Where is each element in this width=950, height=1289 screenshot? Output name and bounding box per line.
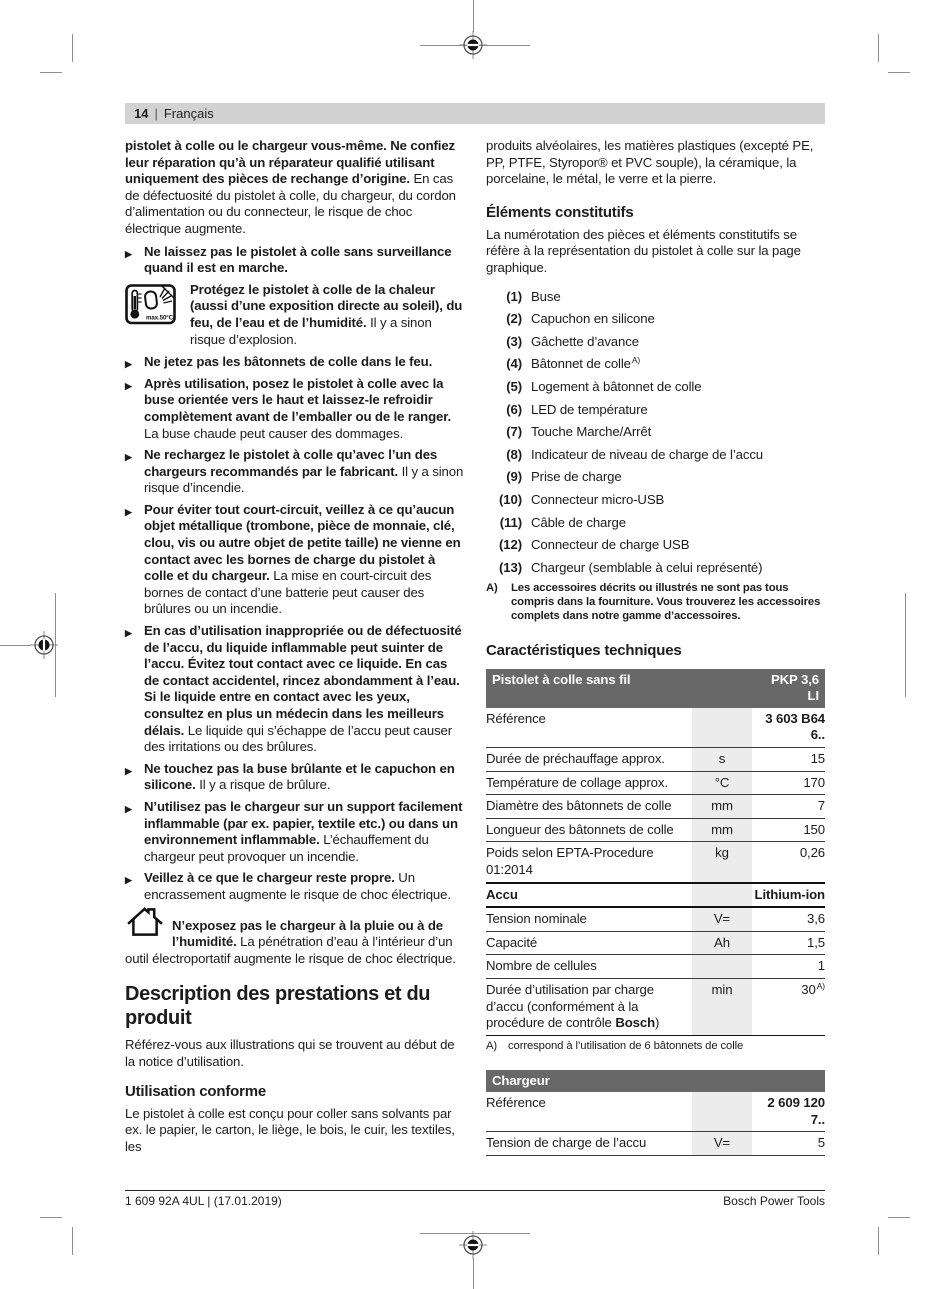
triangle-bullet-icon: ▶: [125, 765, 132, 776]
crop-mark: [40, 1217, 62, 1218]
warning-item: ▶ Ne touchez pas la buse brûlante et le capuchon en silicone. Il y a risque de brûlure.: [125, 760, 455, 793]
triangle-bullet-icon: ▶: [125, 248, 132, 259]
spec-row: Durée d’utilisation par charge d’accu (conformément à la procédure de contrôle Bosch) min $30^{A)}$: [486, 978, 825, 1035]
crop-mark: [473, 1258, 474, 1289]
warning-item: ▶ Pour éviter tout court-circuit, veillez à ce qu’aucun objet métallique (trombone, pièce de monnaie, clé, clou, vis ou autre objet de petite taille) ne vienne en contact avec les bornes de charge du pistolet à colle et du chargeur. La mise en court-circuit des bornes de contact d’une batterie peut causer des brûlures ou un incendie.: [125, 501, 461, 617]
crop-mark: [878, 34, 879, 62]
header-separator: |: [154, 106, 158, 121]
registration-mark-icon: [459, 31, 487, 59]
parts-intro-paragraph: La numérotation des pièces et éléments constitutifs se réfère à la représentation du pistolet à colle sur la page graphique.: [486, 226, 801, 275]
part-item: (11) Câble de charge: [499, 514, 626, 530]
spec-subheader-row: Accu Lithium-ion: [486, 883, 825, 908]
page-number: 14: [134, 106, 149, 121]
triangle-bullet-icon: ▶: [125, 506, 132, 517]
spec-row: Poids selon EPTA-Procedure 01:2014 kg 0,26: [486, 842, 825, 883]
spec-row: Longueur des bâtonnets de colle mm 150: [486, 818, 825, 842]
heat-protection-icon: [125, 282, 177, 348]
crop-mark: [473, 0, 474, 32]
crop-mark: [905, 593, 906, 697]
triangle-bullet-icon: ▶: [125, 452, 132, 463]
spec-row: Nombre de cellules 1: [486, 955, 825, 979]
page-header-bar: [125, 103, 825, 124]
triangle-bullet-icon: ▶: [125, 875, 132, 886]
usage-paragraph: Le pistolet à colle est conçu pour coller sans solvants par ex. le papier, le carton, le liège, le bois, le cuir, les textiles, les: [125, 1105, 455, 1154]
house-icon: [125, 906, 166, 937]
part-item: (9) Prise de charge: [506, 469, 622, 485]
description-paragraph: Référez-vous aux illustrations qui se trouvent au début de la notice d’utilisation.: [125, 1037, 455, 1069]
crop-mark: [888, 1217, 910, 1218]
document-number: 1 609 92A 4UL | (17.01.2019): [125, 1194, 282, 1208]
spec-row: Durée de préchauffage approx. s 15: [486, 748, 825, 772]
parts-footnote: A) Les accessoires décrits ou illustrés ne sont pas tous compris dans la fourniture. Vous trouverez les accessoires complets dans notre gamme d’accessoires.: [486, 582, 821, 622]
crop-mark: [40, 72, 62, 73]
warning-item: ▶ Ne jetez pas les bâtonnets de colle dans le feu.: [125, 354, 464, 371]
subsection-title-parts: Éléments constitutifs: [486, 203, 634, 221]
part-item: (1) Buse: [506, 288, 561, 304]
heat-warning-block: [125, 282, 464, 348]
warning-item: ▶ Après utilisation, posez le pistolet à colle avec la buse orientée vers le haut et laissez-le refroidir complètement avant de l’emballer ou de le ranger. La buse chaude peut causer des dommages.: [125, 375, 452, 441]
subsection-title-usage: Utilisation conforme: [125, 1082, 267, 1100]
spec-row: Tension de charge de l’accu V= 5: [486, 1132, 825, 1156]
warning-item: ▶ Veillez à ce que le chargeur reste propre. Un encrassement augmente le risque de choc électrique.: [125, 870, 451, 902]
page-footer: [125, 1190, 825, 1208]
part-item: (6) LED de température: [506, 401, 648, 417]
registration-mark-icon: [459, 1231, 487, 1259]
specs-footnote: A) correspond à l’utilisation de 6 bâtonnets de colle: [486, 1039, 744, 1052]
triangle-bullet-icon: ▶: [125, 380, 132, 391]
right-column: [486, 138, 825, 1161]
charger-table: [486, 1070, 825, 1156]
warning-item: ▶ Ne rechargez le pistolet à colle qu’avec l’un des chargeurs recommandés par le fabricant. Il y a sinon risque d’incendie.: [125, 447, 464, 496]
continuation-paragraph: produits alvéolaires, les matières plastiques (excepté PE, PP, PTFE, Styropor® et PVC souple), la céramique, la porcelaine, le métal, le verre et la pierre.: [486, 138, 814, 187]
left-column: [125, 138, 464, 1161]
intro-paragraph: pistolet à colle ou le chargeur vous-même. Ne confiez leur réparation qu’à un réparateur qualifié utilisant uniquement des pièces de rechange d’origine. En cas de défectuosité du pistolet à colle, du chargeur, du cordon d’alimentation ou du connecteur, le risque de choc électrique augmente.: [125, 138, 456, 236]
spec-row: Capacité Ah 1,5: [486, 931, 825, 955]
part-item: (13) Chargeur (semblable à celui représenté): [499, 559, 763, 575]
part-item: (7) Touche Marche/Arrêt: [506, 424, 652, 440]
spec-row: Référence 2 609 120 7..: [486, 1092, 825, 1132]
part-item: (3) Gâchette d’avance: [506, 333, 639, 349]
registration-mark-icon: [30, 631, 58, 659]
crop-mark: [0, 645, 31, 646]
footnote-reference: A): [631, 354, 641, 365]
triangle-bullet-icon: ▶: [125, 803, 132, 814]
specs-table: [486, 669, 825, 1036]
footnote-reference: A): [816, 980, 825, 991]
heat-icon-label: max.50°C: [146, 314, 173, 322]
part-item: (4) Bâtonnet de colle$^{A)}$: [506, 354, 641, 372]
crop-mark: [72, 1227, 73, 1255]
triangle-bullet-icon: ▶: [125, 359, 132, 370]
part-item: (12) Connecteur de charge USB: [499, 537, 690, 553]
crop-mark: [72, 34, 73, 62]
header-language: Français: [163, 106, 214, 121]
subsection-title-specs: Caractéristiques techniques: [486, 641, 682, 659]
spec-row: Tension nominale V= 3,6: [486, 907, 825, 931]
crop-mark: [878, 1227, 879, 1255]
warning-item: ▶ N’utilisez pas le chargeur sur un support facilement inflammable (par ex. papier, textile etc.) ou dans un environnement inflammable. L’échauffement du chargeur peut provoquer un incendie.: [125, 798, 463, 864]
page-content: [125, 103, 825, 1161]
part-item: (2) Capuchon en silicone: [506, 311, 655, 327]
spec-row: Température de collage approx. °C 170: [486, 771, 825, 795]
heat-warning-text: Protégez le pistolet à colle de la chaleur (aussi d’une exposition directe au soleil), du feu, de l’eau et de l’humidité. Il y a sinon risque d’explosion.: [190, 281, 463, 347]
section-title: Description des prestations et du produit: [125, 983, 431, 1029]
spec-row: Diamètre des bâtonnets de colle mm 7: [486, 795, 825, 819]
warning-item: ▶ Ne laissez pas le pistolet à colle sans surveillance quand il est en marche.: [125, 243, 452, 276]
part-item: (10) Connecteur micro-USB: [499, 491, 665, 507]
publisher: Bosch Power Tools: [723, 1194, 825, 1208]
triangle-bullet-icon: ▶: [125, 628, 132, 639]
warning-item: ▶ En cas d’utilisation inappropriée ou de défectuosité de l’accu, du liquide inflammable peut suinter de l’accu. Évitez tout contact avec ce liquide. En cas de contact accidentel, rincez abondamment à l’eau. Si le liquide entre en contact avec les yeux, consultez en plus un médecin dans les meilleurs délais. Le liquide qui s’échappe de l’accu peut causer des irritations ou des brûlures.: [125, 623, 462, 755]
spec-row: Référence 3 603 B64 6..: [486, 708, 825, 748]
charger-table-header: Chargeur: [486, 1070, 825, 1093]
part-item: (8) Indicateur de niveau de charge de l’accu: [506, 446, 764, 462]
crop-mark: [888, 72, 910, 73]
specs-table-header: Pistolet à colle sans fil PKP 3,6 LI: [486, 669, 825, 708]
rain-warning-block: N’exposez pas le chargeur à la pluie ou à de l’humidité. La pénétration d’eau à l’intérieur d’un outil électroportatif augmente le risque de choc électrique.: [125, 918, 464, 968]
part-item: (5) Logement à bâtonnet de colle: [506, 378, 702, 394]
